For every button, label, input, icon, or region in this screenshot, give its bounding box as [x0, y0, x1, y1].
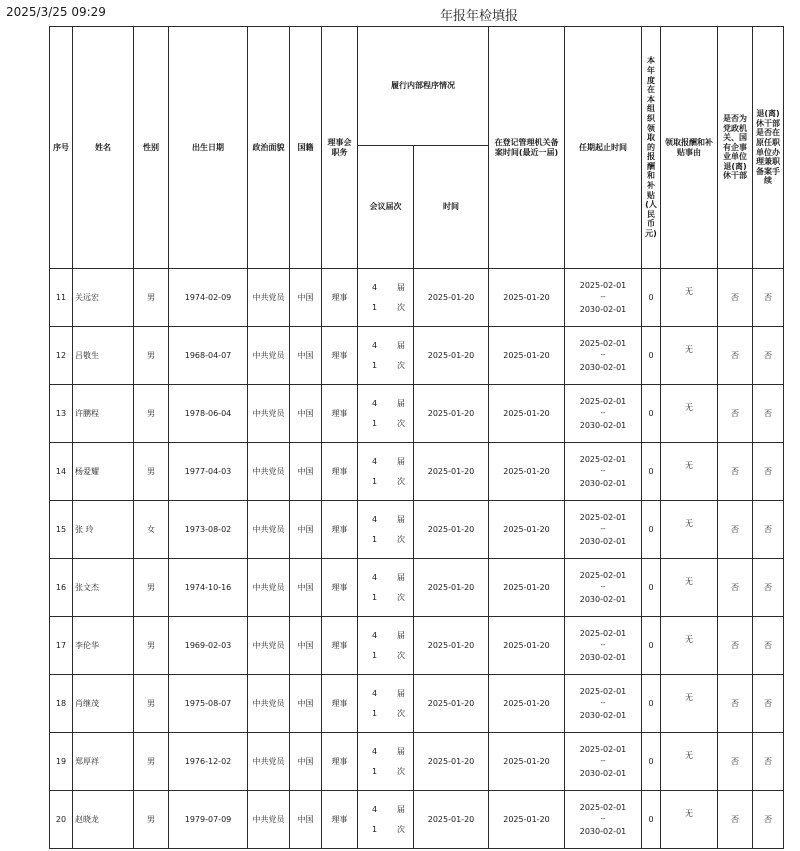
cell-birth: 1976-12-02	[169, 733, 248, 791]
cell-term	[565, 327, 642, 385]
cell-term	[565, 617, 642, 675]
cell-meeting-time: 2025-01-20	[414, 327, 489, 385]
cell-remuneration: 0	[642, 733, 661, 791]
cell-gender: 男	[134, 733, 169, 791]
count-number: 1	[372, 360, 378, 370]
cell-term	[565, 443, 642, 501]
count-unit: 次	[397, 708, 405, 718]
cell-gender: 男	[134, 617, 169, 675]
table-row	[50, 617, 784, 675]
cell-index: 14	[50, 443, 73, 501]
cell-retired: 否	[718, 501, 753, 559]
cell-approval: 否	[753, 501, 784, 559]
reason-text: 无	[685, 576, 693, 586]
reason-text: 无	[685, 750, 693, 760]
cell-politics: 中共党员	[248, 559, 290, 617]
cell-index: 19	[50, 733, 73, 791]
cell-retired: 否	[718, 269, 753, 327]
count-number: 1	[372, 650, 378, 660]
cell-session	[358, 559, 414, 617]
col-session-header: 会议届次	[358, 146, 414, 269]
term-start: 2025-02-01	[579, 280, 627, 290]
term-end: 2030-02-01	[579, 710, 627, 720]
table-row	[50, 675, 784, 733]
col-politics-header: 政治面貌	[248, 27, 290, 269]
col-position-header: 理事会职务	[322, 27, 358, 269]
term-separator: --	[600, 293, 606, 302]
cell-session	[358, 791, 414, 849]
session-number: 4	[372, 688, 378, 698]
reason-text: 无	[685, 634, 693, 644]
cell-session	[358, 443, 414, 501]
cell-reason	[661, 559, 718, 617]
term-separator: --	[600, 467, 606, 476]
session-number: 4	[372, 398, 378, 408]
reason-text: 无	[685, 402, 693, 412]
cell-birth: 1978-06-04	[169, 385, 248, 443]
cell-filing-time: 2025-01-20	[489, 733, 565, 791]
cell-remuneration: 0	[642, 501, 661, 559]
cell-approval: 否	[753, 791, 784, 849]
cell-retired: 否	[718, 791, 753, 849]
cell-index: 12	[50, 327, 73, 385]
cell-filing-time: 2025-01-20	[489, 327, 565, 385]
count-number: 1	[372, 592, 378, 602]
cell-remuneration: 0	[642, 385, 661, 443]
cell-reason	[661, 791, 718, 849]
director-info-table	[49, 26, 784, 849]
cell-reason	[661, 617, 718, 675]
table-row	[50, 385, 784, 443]
cell-name: 郑厚祥	[73, 733, 134, 791]
col-nationality-header: 国籍	[290, 27, 322, 269]
print-timestamp: 2025/3/25 09:29	[6, 5, 106, 19]
cell-term	[565, 675, 642, 733]
cell-meeting-time: 2025-01-20	[414, 675, 489, 733]
term-separator: --	[600, 699, 606, 708]
cell-name: 关远宏	[73, 269, 134, 327]
term-end: 2030-02-01	[579, 826, 627, 836]
cell-filing-time: 2025-01-20	[489, 559, 565, 617]
term-end: 2030-02-01	[579, 362, 627, 372]
cell-gender: 男	[134, 327, 169, 385]
col-index-header: 序号	[50, 27, 73, 269]
cell-session	[358, 675, 414, 733]
cell-term	[565, 733, 642, 791]
table-row	[50, 443, 784, 501]
cell-index: 13	[50, 385, 73, 443]
session-number: 4	[372, 282, 378, 292]
cell-filing-time: 2025-01-20	[489, 269, 565, 327]
cell-gender: 女	[134, 501, 169, 559]
count-unit: 次	[397, 418, 405, 428]
cell-politics: 中共党员	[248, 617, 290, 675]
col-reason-header: 领取报酬和补贴事由	[661, 27, 718, 269]
table-row	[50, 501, 784, 559]
count-number: 1	[372, 708, 378, 718]
cell-remuneration: 0	[642, 443, 661, 501]
cell-gender: 男	[134, 269, 169, 327]
term-end: 2030-02-01	[579, 420, 627, 430]
cell-nationality: 中国	[290, 559, 322, 617]
cell-session	[358, 385, 414, 443]
reason-text: 无	[685, 460, 693, 470]
cell-name: 赵晓龙	[73, 791, 134, 849]
term-end: 2030-02-01	[579, 478, 627, 488]
cell-approval: 否	[753, 733, 784, 791]
session-number: 4	[372, 456, 378, 466]
reason-text: 无	[685, 808, 693, 818]
term-end: 2030-02-01	[579, 768, 627, 778]
cell-remuneration: 0	[642, 269, 661, 327]
col-gender-header: 性别	[134, 27, 169, 269]
reason-text: 无	[685, 344, 693, 354]
cell-nationality: 中国	[290, 269, 322, 327]
cell-position: 理事	[322, 617, 358, 675]
cell-session	[358, 617, 414, 675]
cell-gender: 男	[134, 791, 169, 849]
col-name-header: 姓名	[73, 27, 134, 269]
cell-index: 11	[50, 269, 73, 327]
col-remuneration-header: 本年度在本组织领取的报酬和补贴(人民币元)	[642, 27, 661, 269]
cell-term	[565, 385, 642, 443]
table-body	[50, 269, 784, 849]
term-start: 2025-02-01	[579, 628, 627, 638]
session-number: 4	[372, 746, 378, 756]
cell-filing-time: 2025-01-20	[489, 501, 565, 559]
session-unit: 届	[397, 340, 405, 350]
cell-position: 理事	[322, 327, 358, 385]
term-end: 2030-02-01	[579, 652, 627, 662]
cell-approval: 否	[753, 675, 784, 733]
cell-session	[358, 269, 414, 327]
cell-filing-time: 2025-01-20	[489, 617, 565, 675]
cell-name: 吕敬生	[73, 327, 134, 385]
cell-politics: 中共党员	[248, 733, 290, 791]
cell-remuneration: 0	[642, 675, 661, 733]
cell-session	[358, 327, 414, 385]
cell-gender: 男	[134, 385, 169, 443]
reason-text: 无	[685, 692, 693, 702]
cell-retired: 否	[718, 443, 753, 501]
cell-remuneration: 0	[642, 617, 661, 675]
cell-politics: 中共党员	[248, 443, 290, 501]
count-unit: 次	[397, 534, 405, 544]
session-unit: 届	[397, 572, 405, 582]
cell-birth: 1977-04-03	[169, 443, 248, 501]
cell-retired: 否	[718, 675, 753, 733]
cell-reason	[661, 733, 718, 791]
cell-remuneration: 0	[642, 559, 661, 617]
cell-nationality: 中国	[290, 443, 322, 501]
count-unit: 次	[397, 766, 405, 776]
cell-politics: 中共党员	[248, 385, 290, 443]
cell-retired: 否	[718, 385, 753, 443]
cell-nationality: 中国	[290, 733, 322, 791]
cell-meeting-time: 2025-01-20	[414, 617, 489, 675]
cell-nationality: 中国	[290, 501, 322, 559]
cell-meeting-time: 2025-01-20	[414, 501, 489, 559]
cell-approval: 否	[753, 327, 784, 385]
cell-approval: 否	[753, 269, 784, 327]
term-end: 2030-02-01	[579, 536, 627, 546]
cell-position: 理事	[322, 443, 358, 501]
session-unit: 届	[397, 514, 405, 524]
cell-index: 16	[50, 559, 73, 617]
term-separator: --	[600, 583, 606, 592]
cell-retired: 否	[718, 617, 753, 675]
term-separator: --	[600, 409, 606, 418]
col-filing-header: 在登记管理机关备案时间(最近一届)	[489, 27, 565, 269]
cell-reason	[661, 385, 718, 443]
term-start: 2025-02-01	[579, 802, 627, 812]
cell-retired: 否	[718, 327, 753, 385]
cell-term	[565, 791, 642, 849]
count-number: 1	[372, 476, 378, 486]
cell-birth: 1968-04-07	[169, 327, 248, 385]
col-retired-header: 是否为党政机关、国有企事业单位退(离)休干部	[718, 27, 753, 269]
session-unit: 届	[397, 804, 405, 814]
cell-reason	[661, 501, 718, 559]
cell-politics: 中共党员	[248, 269, 290, 327]
cell-term	[565, 501, 642, 559]
session-number: 4	[372, 804, 378, 814]
cell-position: 理事	[322, 385, 358, 443]
cell-meeting-time: 2025-01-20	[414, 791, 489, 849]
cell-approval: 否	[753, 617, 784, 675]
cell-birth: 1975-08-07	[169, 675, 248, 733]
cell-filing-time: 2025-01-20	[489, 385, 565, 443]
cell-gender: 男	[134, 559, 169, 617]
cell-filing-time: 2025-01-20	[489, 675, 565, 733]
cell-retired: 否	[718, 559, 753, 617]
cell-politics: 中共党员	[248, 675, 290, 733]
table-row	[50, 269, 784, 327]
cell-reason	[661, 443, 718, 501]
term-separator: --	[600, 815, 606, 824]
term-start: 2025-02-01	[579, 338, 627, 348]
col-time-header: 时间	[414, 146, 489, 269]
cell-name: 张文杰	[73, 559, 134, 617]
session-unit: 届	[397, 398, 405, 408]
term-start: 2025-02-01	[579, 686, 627, 696]
count-unit: 次	[397, 302, 405, 312]
count-number: 1	[372, 418, 378, 428]
cell-birth: 1979-07-09	[169, 791, 248, 849]
header-row-top	[50, 27, 784, 146]
cell-meeting-time: 2025-01-20	[414, 559, 489, 617]
count-unit: 次	[397, 650, 405, 660]
cell-term	[565, 559, 642, 617]
page-title: 年报年检填报	[440, 9, 519, 24]
cell-nationality: 中国	[290, 791, 322, 849]
count-unit: 次	[397, 360, 405, 370]
cell-session	[358, 733, 414, 791]
cell-politics: 中共党员	[248, 791, 290, 849]
session-unit: 届	[397, 746, 405, 756]
cell-position: 理事	[322, 733, 358, 791]
cell-meeting-time: 2025-01-20	[414, 269, 489, 327]
cell-reason	[661, 675, 718, 733]
cell-position: 理事	[322, 501, 358, 559]
cell-approval: 否	[753, 385, 784, 443]
cell-position: 理事	[322, 675, 358, 733]
cell-index: 20	[50, 791, 73, 849]
cell-birth: 1974-10-16	[169, 559, 248, 617]
session-unit: 届	[397, 630, 405, 640]
cell-nationality: 中国	[290, 327, 322, 385]
cell-reason	[661, 269, 718, 327]
cell-name: 杨爱耀	[73, 443, 134, 501]
table-row	[50, 733, 784, 791]
col-birth-header: 出生日期	[169, 27, 248, 269]
term-start: 2025-02-01	[579, 454, 627, 464]
cell-reason	[661, 327, 718, 385]
cell-remuneration: 0	[642, 791, 661, 849]
cell-name: 肖继茂	[73, 675, 134, 733]
term-start: 2025-02-01	[579, 744, 627, 754]
session-unit: 届	[397, 688, 405, 698]
term-separator: --	[600, 525, 606, 534]
cell-name: 张 玲	[73, 501, 134, 559]
cell-nationality: 中国	[290, 385, 322, 443]
count-unit: 次	[397, 824, 405, 834]
cell-birth: 1973-08-02	[169, 501, 248, 559]
table-row	[50, 791, 784, 849]
cell-name: 许鹏程	[73, 385, 134, 443]
cell-politics: 中共党员	[248, 501, 290, 559]
count-number: 1	[372, 766, 378, 776]
count-unit: 次	[397, 476, 405, 486]
cell-term	[565, 269, 642, 327]
cell-name: 李伦华	[73, 617, 134, 675]
term-separator: --	[600, 641, 606, 650]
cell-politics: 中共党员	[248, 327, 290, 385]
term-end: 2030-02-01	[579, 304, 627, 314]
cell-position: 理事	[322, 559, 358, 617]
term-separator: --	[600, 351, 606, 360]
cell-birth: 1969-02-03	[169, 617, 248, 675]
session-number: 4	[372, 340, 378, 350]
cell-position: 理事	[322, 269, 358, 327]
count-number: 1	[372, 302, 378, 312]
cell-meeting-time: 2025-01-20	[414, 733, 489, 791]
session-unit: 届	[397, 456, 405, 466]
session-number: 4	[372, 630, 378, 640]
session-number: 4	[372, 572, 378, 582]
cell-birth: 1974-02-09	[169, 269, 248, 327]
cell-approval: 否	[753, 559, 784, 617]
count-unit: 次	[397, 592, 405, 602]
cell-retired: 否	[718, 733, 753, 791]
term-start: 2025-02-01	[579, 512, 627, 522]
cell-index: 18	[50, 675, 73, 733]
cell-remuneration: 0	[642, 327, 661, 385]
col-approval-header: 退(离)休干部是否在原任职单位办理兼职备案手续	[753, 27, 784, 269]
count-number: 1	[372, 824, 378, 834]
cell-meeting-time: 2025-01-20	[414, 443, 489, 501]
cell-index: 15	[50, 501, 73, 559]
cell-nationality: 中国	[290, 675, 322, 733]
cell-gender: 男	[134, 675, 169, 733]
term-separator: --	[600, 757, 606, 766]
term-start: 2025-02-01	[579, 570, 627, 580]
reason-text: 无	[685, 286, 693, 296]
cell-gender: 男	[134, 443, 169, 501]
cell-approval: 否	[753, 443, 784, 501]
term-end: 2030-02-01	[579, 594, 627, 604]
cell-position: 理事	[322, 791, 358, 849]
session-unit: 届	[397, 282, 405, 292]
term-start: 2025-02-01	[579, 396, 627, 406]
table-row	[50, 327, 784, 385]
count-number: 1	[372, 534, 378, 544]
cell-nationality: 中国	[290, 617, 322, 675]
cell-filing-time: 2025-01-20	[489, 791, 565, 849]
cell-filing-time: 2025-01-20	[489, 443, 565, 501]
reason-text: 无	[685, 518, 693, 528]
session-number: 4	[372, 514, 378, 524]
col-procedure-group-header: 履行内部程序情况	[358, 27, 489, 146]
page-header	[0, 0, 800, 24]
cell-meeting-time: 2025-01-20	[414, 385, 489, 443]
cell-index: 17	[50, 617, 73, 675]
col-term-header: 任期起止时间	[565, 27, 642, 269]
table-row	[50, 559, 784, 617]
cell-session	[358, 501, 414, 559]
